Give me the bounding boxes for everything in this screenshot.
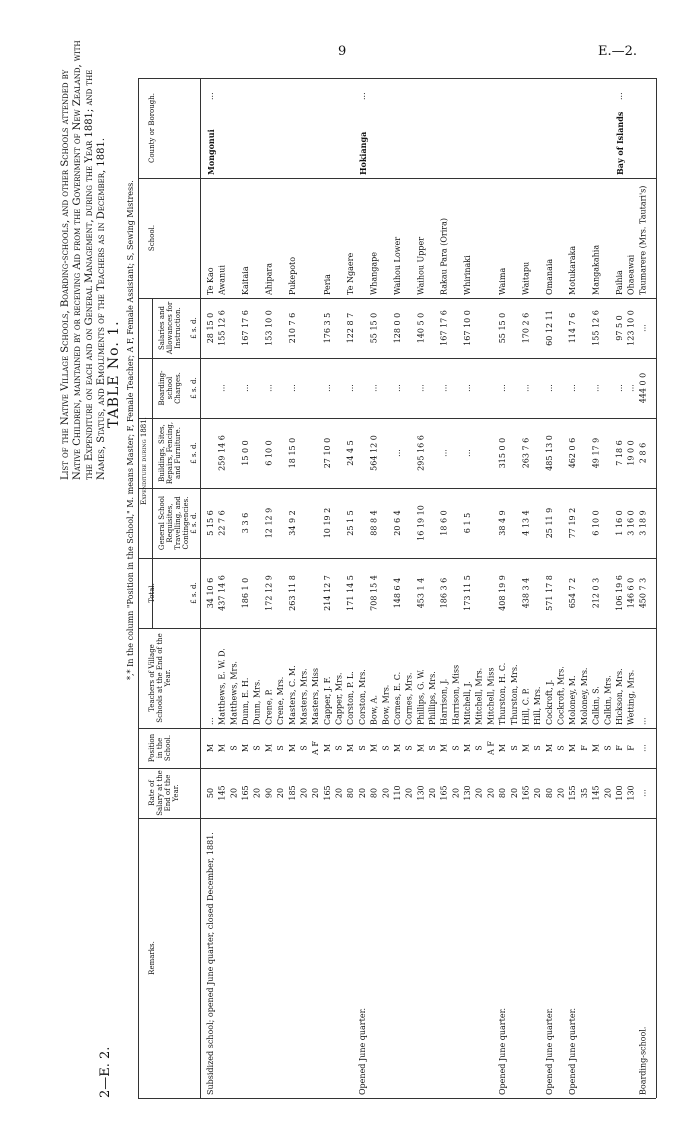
teacher-cell: Capper, Mrs. [334,672,344,725]
currency-header: £ s. d. [190,442,198,464]
school-cell: Peria [322,274,332,295]
school-cell: Ohaeawai [626,254,636,295]
position-cell: F [626,745,636,751]
teacher-cell: Bow, A. [369,695,379,725]
column-rule [138,818,656,819]
teacher-cell: Cornes, Mrs. [404,672,414,725]
position-cell: S [276,745,286,751]
salary-rate-cell: 20 [311,787,321,799]
teacher-cell: Moloney, Mrs. [579,667,589,725]
boarding-cell: ... [626,384,636,392]
caption-block [60,40,108,480]
salaries-cell: 155 12 6 [217,310,227,346]
column-rule [138,728,656,729]
teacher-cell: Mitchell, Mrs. [474,667,484,725]
boarding-cell: ... [416,384,426,392]
salary-rate-cell: 35 [579,787,589,799]
boarding-cell: ... [392,384,402,392]
general-cell: 25 11 9 [544,507,554,539]
teacher-cell: Mitchell, J. [463,681,473,725]
column-header-boarding: Boarding-school Charges. [158,370,182,406]
buildings-cell: ... [463,449,473,457]
buildings-cell: 49 17 9 [591,437,601,469]
position-cell: M [392,743,402,753]
position-cell: M [346,743,356,753]
school-cell: Whangape [369,251,379,295]
column-rule [138,558,656,559]
teacher-cell: Cockroft, Mrs. [556,666,566,725]
teacher-cell: Capper, J. F. [322,676,332,725]
total-cell: 438 3 4 [521,577,531,609]
buildings-cell: 315 0 0 [498,437,508,469]
salaries-cell: 167 17 6 [241,310,251,346]
general-cell: 6 10 0 [591,510,601,536]
teacher-cell: Cockroft, J. [544,679,554,725]
teacher-cell: Dunn, Mrs. [252,679,262,725]
buildings-cell: 6 10 0 [264,440,274,466]
boarding-cell: ... [568,384,578,392]
column-header-remarks: Remarks. [148,941,156,975]
position-cell: S [603,745,613,751]
county-cell: Bay of Islands [614,111,625,175]
school-cell: Paihia [614,270,624,295]
position-cell: M [544,743,554,753]
general-cell: 25 1 5 [346,510,356,536]
boarding-cell: ... [346,384,356,392]
salary-rate-cell: 145 [591,785,601,801]
teacher-cell: Matthews, Mrs. [229,661,239,725]
salary-rate-cell: 185 [287,785,297,801]
column-header-school: School. [148,224,156,252]
teacher-cell: Mitchell, Miss [486,667,496,725]
general-cell: 22 7 6 [217,510,227,536]
general-cell: 12 12 9 [264,507,274,539]
salaries-cell: 128 0 0 [392,312,402,344]
salaries-cell: 55 15 0 [498,312,508,344]
buildings-cell: 19 0 0 [626,440,636,466]
position-cell: M [241,743,251,753]
boarding-cell: ... [241,384,251,392]
position-cell: M [369,743,379,753]
total-cell: 106 19 6 [614,575,624,611]
salaries-cell: 122 8 7 [346,312,356,344]
teacher-cell: Crene, P. [264,689,274,725]
school-cell: Mangakahia [591,244,601,295]
teacher-cell: Crene, Mrs. [276,676,286,725]
boarding-cell: ... [322,384,332,392]
buildings-cell: 259 14 6 [217,435,227,471]
teacher-cell: Moloney, M. [568,675,578,725]
remarks-cell: Opened June quarter. [357,1007,367,1095]
salary-rate-cell: 20 [474,787,484,799]
column-rule [138,488,656,489]
total-cell: 172 12 9 [264,575,274,611]
salary-rate-cell: 20 [404,787,414,799]
position-cell: M [217,743,227,753]
position-cell: F [614,745,624,751]
salary-rate-cell: 130 [416,785,426,801]
salaries-cell: 153 10 0 [264,310,274,346]
total-cell: 453 1 4 [416,577,426,609]
remarks-cell: Opened June quarter. [544,1007,554,1095]
boarding-cell: ... [591,384,601,392]
general-cell: 5 15 6 [206,510,215,536]
buildings-cell: 263 7 6 [521,437,531,469]
position-cell: S [299,745,309,751]
school-cell: Rakau Para (Orira) [439,218,449,295]
position-cell: A F [311,741,321,755]
position-cell: M [568,743,578,753]
column-rule [138,628,656,629]
column-header-position: Position in the School. [148,733,172,763]
county-leader-dots: ... [357,92,367,100]
salary-rate-cell: 20 [533,787,543,799]
table-caption: List of the Native Village Schools, Boarding-schools, and other Schools attended by Native Children, maintained by or receiving Aid from the Government of New Zealand, with the Expenditure on each and on General Management, during the Year 1881; and the Names, Status, and Emoluments of the Teachers as in December, 1881. [60,40,107,480]
position-cell: M [322,743,332,753]
buildings-cell: 485 13 0 [544,435,554,471]
legend-note: *,* In the column "Position in the School," M. means Master; F, Female Teacher; A F, Female Assistant; S, Sewing Mistress. [126,180,135,680]
remarks-cell: Opened June quarter. [568,1007,578,1095]
buildings-cell: 7 18 6 [614,440,624,466]
salary-rate-cell: 80 [369,787,379,799]
salaries-cell: 97 5 0 [614,315,624,341]
county-leader-dots: ... [614,92,624,100]
position-cell: M [591,743,601,753]
position-cell: F [579,745,589,751]
teacher-cell: ... [206,717,215,725]
buildings-cell: 15 0 0 [241,440,251,466]
general-cell: 38 4 9 [498,510,508,536]
salaries-cell: 176 3 5 [322,312,332,344]
salaries-cell: 28 15 0 [206,312,215,344]
salaries-cell: 55 15 0 [369,312,379,344]
remarks-cell: Opened June quarter. [498,1007,508,1095]
buildings-cell: 27 10 0 [322,437,332,469]
salary-rate-cell: 20 [299,787,309,799]
school-cell: Taumarere (Mrs. Tautari's) [638,185,648,295]
teacher-cell: Corston, P. L. [346,671,356,725]
total-cell: 34 10 6 [206,577,215,609]
salary-rate-cell: 20 [509,787,519,799]
boarding-cell: ... [369,384,379,392]
salary-rate-cell: 20 [252,787,262,799]
teacher-cell: Phillips, G. W. [416,669,426,725]
boarding-cell: ... [264,384,274,392]
total-cell: 186 1 0 [241,577,251,609]
general-cell: 3 3 6 [241,512,251,534]
position-cell: M [439,743,449,753]
total-cell: 263 11 8 [287,575,297,611]
position-cell: M [521,743,531,753]
teacher-cell: Wetting, Mrs. [626,669,636,725]
teacher-cell: Calkin, S. [591,686,601,725]
salary-rate-cell: ... [638,789,648,797]
position-cell: ... [638,744,648,752]
position-cell: S [334,745,344,751]
column-rule [138,298,656,299]
general-cell: 77 19 2 [568,507,578,539]
column-header-buildings: Buildings, Sites, Repairs, Fencing, and Furniture. [158,421,182,485]
salary-rate-cell: 20 [334,787,344,799]
total-cell: 654 7 2 [568,577,578,609]
position-cell: M [416,743,426,753]
general-cell: 20 6 4 [392,510,402,536]
salary-rate-cell: 165 [521,785,531,801]
position-cell: A F [486,741,496,755]
boarding-cell: ... [439,384,449,392]
salaries-cell: 123 10 0 [626,310,636,346]
teacher-cell: Calkin, Mrs. [603,675,613,725]
general-cell: 3 16 0 [626,510,636,536]
total-cell: 214 12 7 [322,575,332,611]
salary-rate-cell: 20 [486,787,496,799]
salary-rate-cell: 20 [276,787,286,799]
salaries-cell: 155 12 6 [591,310,601,346]
position-cell: M [206,743,215,753]
column-rule [138,178,656,179]
school-cell: Omanaia [544,258,554,295]
salary-rate-cell: 145 [217,785,227,801]
teacher-cell: Corston, Mrs. [357,669,367,725]
position-cell: S [556,745,566,751]
teacher-cell: Dunn, E. H. [241,677,251,725]
bottom-reference: 2—E. 2. [98,1046,113,1098]
column-header-teachers: Teachers of Village Schools at the End of the Year. [148,633,172,723]
boarding-cell: ... [463,384,473,392]
salary-rate-cell: 165 [322,785,332,801]
boarding-cell: 444 0 0 [638,372,648,404]
salary-rate-cell: 80 [544,787,554,799]
position-cell: M [264,743,274,753]
column-header-total: Total. [148,583,156,603]
salary-rate-cell: 20 [603,787,613,799]
remarks-cell: Boarding-school. [638,1026,648,1095]
column-rule [138,768,656,769]
salary-rate-cell: 110 [392,785,402,801]
buildings-cell: 18 15 0 [287,437,297,469]
currency-header: £ s. d. [190,317,198,339]
total-cell: 146 6 0 [626,577,636,609]
teacher-cell: Harrison, J. [439,678,449,725]
salaries-cell: ... [638,324,648,332]
school-cell: Waitapu [521,261,531,295]
buildings-cell: 2 8 6 [638,442,648,464]
salaries-cell: 170 2 6 [521,312,531,344]
position-cell: S [404,745,414,751]
school-cell: Awanui [217,265,227,295]
currency-header: £ s. d. [190,582,198,604]
boarding-cell: ... [217,384,227,392]
salary-rate-cell: 20 [357,787,367,799]
general-cell: 4 13 4 [521,510,531,536]
teacher-cell: Matthews, E. W. D. [217,648,227,725]
salaries-cell: 114 7 6 [568,312,578,344]
document-reference: E.—2. [598,44,638,59]
county-cell: Hokianga [357,131,368,175]
buildings-cell: 295 16 6 [416,435,426,471]
salary-rate-cell: 20 [428,787,437,799]
column-header-general: General School Requisites, Travelling, and Contingencies. [158,495,190,551]
general-cell: 88 8 4 [369,510,379,536]
school-cell: Pukepoto [287,256,297,295]
position-cell: S [451,745,461,751]
salary-rate-cell: 80 [346,787,356,799]
general-cell: 10 19 2 [322,507,332,539]
salary-rate-cell: 50 [206,787,215,799]
salary-rate-cell: 165 [439,785,449,801]
buildings-cell: ... [392,449,402,457]
position-cell: S [357,745,367,751]
salary-rate-cell: 20 [556,787,566,799]
position-cell: S [229,745,239,751]
school-cell: Te Ngaere [346,252,356,295]
salary-rate-cell: 90 [264,787,274,799]
buildings-cell: ... [439,449,449,457]
boarding-cell: ... [614,384,624,392]
position-cell: S [509,745,519,751]
total-cell: 450 7 3 [638,577,648,609]
position-cell: M [287,743,297,753]
column-header-salary-rate: Rate of Salary at the End of the Year. [148,770,180,816]
buildings-cell: 24 4 5 [346,440,356,466]
teacher-cell: Masters, Miss [311,668,321,725]
salaries-cell: 60 12 11 [544,310,554,346]
salary-rate-cell: 130 [463,785,473,801]
teacher-cell: Hickson, Mrs. [614,668,624,725]
teacher-cell: Phillips, Mrs. [428,671,437,725]
salaries-cell: 210 7 6 [287,312,297,344]
position-cell: M [463,743,473,753]
teacher-cell: Masters, C. M. [287,665,297,725]
position-cell: M [498,743,508,753]
position-cell: S [252,745,262,751]
total-cell: 571 17 8 [544,575,554,611]
expenditure-group-header: Expenditure during 1881. [140,417,148,505]
teacher-cell: Thurston, H. C. [498,662,508,725]
column-header-salaries: Salaries and Allowances for Instruction. [158,301,182,355]
school-cell: Waihou Lower [392,236,402,295]
salary-rate-cell: 100 [614,785,624,801]
page-number: 9 [338,44,347,59]
boarding-cell: ... [498,384,508,392]
position-cell: S [381,745,391,751]
teacher-cell: ... [638,717,648,725]
column-rule [138,418,656,419]
salary-rate-cell: 130 [626,785,636,801]
salary-rate-cell: 20 [381,787,391,799]
buildings-cell: 462 0 6 [568,437,578,469]
county-leader-dots: ... [206,92,215,100]
remarks-cell: Subsidized school; opened June quarter, closed December, 1881. [206,832,215,1095]
currency-header: £ s. d. [190,377,198,399]
total-cell: 186 3 6 [439,577,449,609]
school-cell: Te Kao [206,267,215,295]
general-cell: 3 18 9 [638,510,648,536]
position-cell: S [474,745,484,751]
teacher-cell: Cornes, E. C. [392,671,402,725]
teacher-cell: Harrison, Miss [451,664,461,725]
teacher-cell: Masters, Mrs. [299,668,309,725]
salaries-cell: 167 17 6 [439,310,449,346]
general-cell: 34 9 2 [287,510,297,536]
boarding-cell: ... [287,384,297,392]
total-cell: 212 0 3 [591,577,601,609]
school-cell: Kaitaia [241,266,251,295]
total-cell: 437 14 6 [217,575,227,611]
teacher-cell: Thurston, Mrs. [509,664,519,725]
buildings-cell: 564 12 0 [369,435,379,471]
total-cell: 173 11 5 [463,575,473,611]
boarding-cell: ... [521,384,531,392]
column-header-county: County or Borough. [148,93,156,164]
school-cell: Waima [498,267,508,295]
salaries-cell: 167 10 0 [463,310,473,346]
total-cell: 148 6 4 [392,577,402,609]
table-title: TABLE No. 1. [106,320,122,428]
school-cell: Whirinaki [463,255,473,295]
position-cell: S [533,745,543,751]
teacher-cell: Bow, Mrs. [381,684,391,725]
teacher-cell: Hill, C. P. [521,688,531,725]
general-cell: 6 1 5 [463,512,473,534]
salary-rate-cell: 80 [498,787,508,799]
salary-rate-cell: 20 [229,787,239,799]
general-cell: 1 16 0 [614,510,624,536]
salary-rate-cell: 155 [568,785,578,801]
school-cell: Ahipara [264,263,274,295]
salaries-cell: 140 5 0 [416,312,426,344]
salary-rate-cell: 20 [451,787,461,799]
total-cell: 171 14 5 [346,575,356,611]
county-cell: Mongonui [206,129,216,175]
general-cell: 18 6 0 [439,510,449,536]
position-cell: S [428,745,437,751]
teacher-cell: Hill, Mrs. [533,686,543,725]
boarding-cell: ... [544,384,554,392]
salary-rate-cell: 165 [241,785,251,801]
total-cell: 708 15 4 [369,575,379,611]
general-cell: 16 19 10 [416,505,426,541]
total-cell: 408 19 9 [498,575,508,611]
currency-header: £ s. d. [190,512,198,534]
school-cell: Motukaraka [568,245,578,295]
column-rule [138,358,656,359]
school-cell: Waihou Upper [416,236,426,295]
